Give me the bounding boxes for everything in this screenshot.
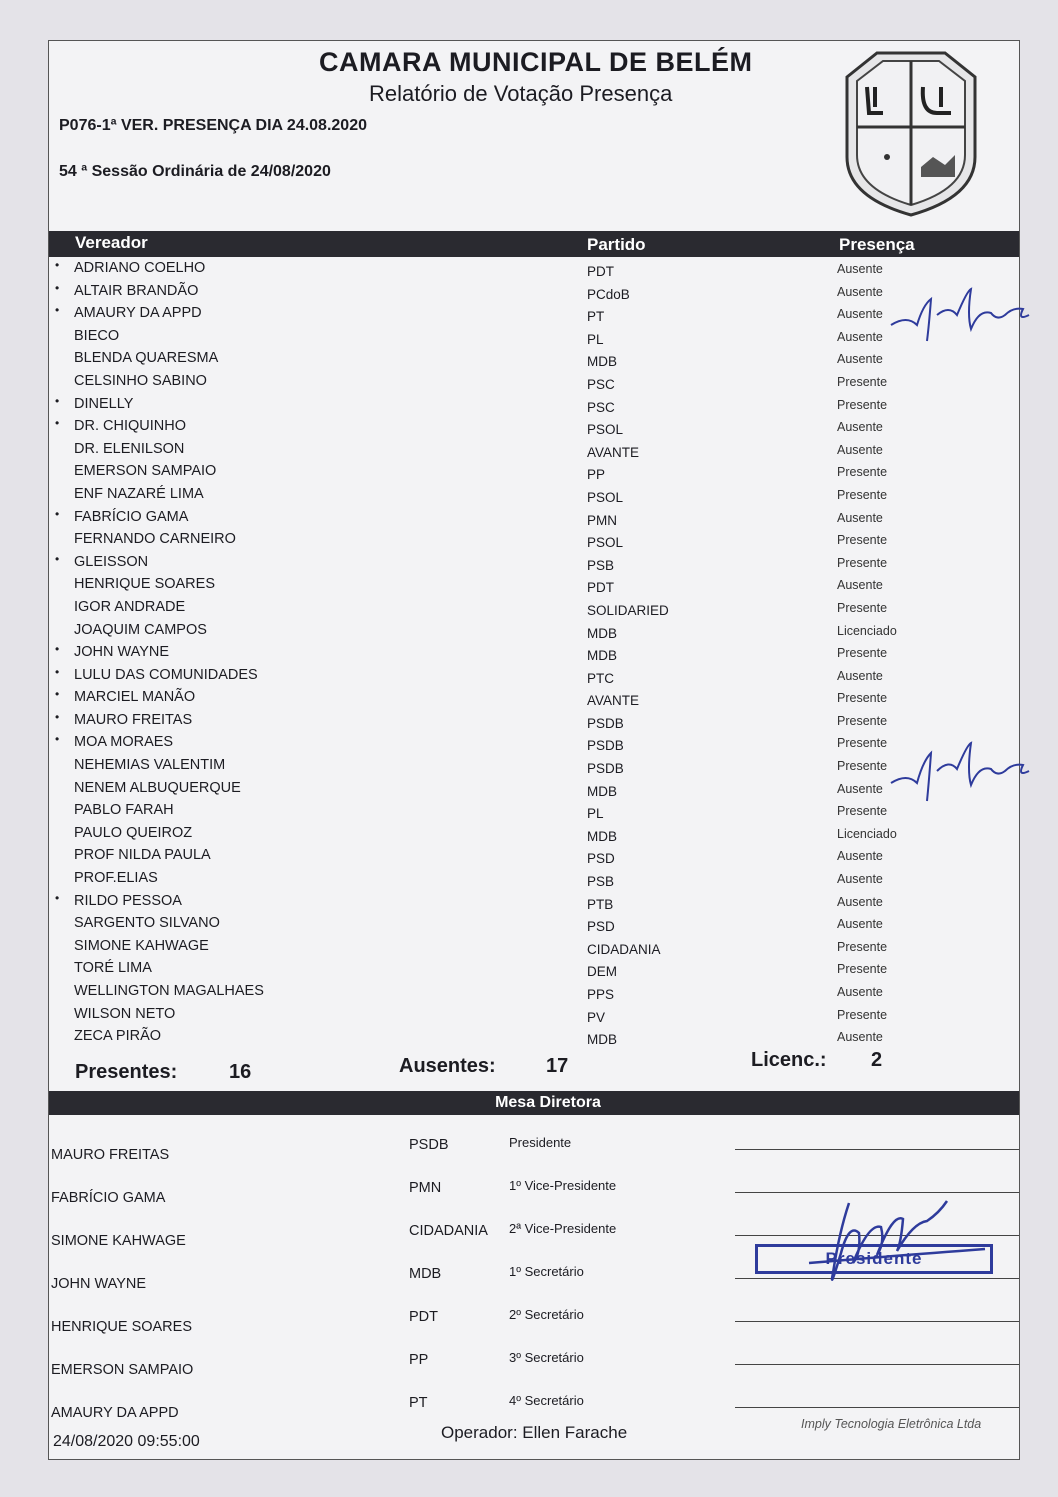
party-cell: MDB <box>587 1032 617 1048</box>
table-row <box>49 868 1019 891</box>
councilor-name: MARCIEL MANÃO <box>74 689 196 706</box>
board-member-party: PP <box>409 1352 429 1368</box>
councilor-name: MAURO FREITAS <box>74 711 193 728</box>
party-cell: DEM <box>587 964 617 980</box>
party-cell: PSC <box>587 376 615 392</box>
attendance-status: Presente <box>837 397 888 412</box>
session-label: 54 ª Sessão Ordinária de 24/08/2020 <box>59 163 331 180</box>
attendance-status: Presente <box>837 374 888 389</box>
councilor-name: PROF NILDA PAULA <box>74 847 211 864</box>
row-marker: • <box>55 642 60 657</box>
party-cell: PTC <box>587 670 614 686</box>
councilor-name: HENRIQUE SOARES <box>74 576 215 593</box>
column-header-party: Partido <box>587 235 646 254</box>
party-cell: PPS <box>587 987 615 1002</box>
signature-line <box>735 1321 1019 1322</box>
councilor-name: NENEM ALBUQUERQUE <box>74 779 241 796</box>
attendance-status: Ausente <box>837 442 883 457</box>
column-header-status: Presença <box>839 235 915 254</box>
board-member-name: MAURO FREITAS <box>51 1147 170 1163</box>
licensed-label: Licenc.: <box>751 1049 827 1071</box>
table-row <box>49 597 1019 620</box>
party-cell: PSD <box>587 919 615 935</box>
attendance-status: Presente <box>837 939 888 954</box>
attendance-status: Ausente <box>837 668 883 683</box>
attendance-status: Licenciado <box>837 623 897 638</box>
councilor-name: ADRIANO COELHO <box>74 260 206 276</box>
attendance-status: Ausente <box>837 262 883 276</box>
board-member-role: 3º Secretário <box>509 1350 584 1365</box>
attendance-status: Presente <box>837 555 888 570</box>
table-row <box>49 732 1019 755</box>
board-row <box>49 1379 1019 1422</box>
report-subtitle: Relatório de Votação Presença <box>369 81 673 106</box>
board-header <box>49 1091 1019 1115</box>
party-cell: PL <box>587 806 604 822</box>
table-row <box>49 710 1019 733</box>
totals-bar <box>49 1049 1019 1089</box>
company-label: Imply Tecnologia Eletrônica Ltda <box>801 1417 982 1431</box>
party-cell: PSOL <box>587 422 624 438</box>
table-row <box>49 665 1019 688</box>
table-row <box>49 755 1019 778</box>
table-row <box>49 529 1019 552</box>
board-member-role: 1º Vice-Presidente <box>509 1178 617 1193</box>
row-marker: • <box>55 393 60 408</box>
column-header-name: Vereador <box>75 233 148 252</box>
attendance-status: Ausente <box>837 420 883 435</box>
row-marker: • <box>55 732 60 747</box>
table-row <box>49 778 1019 801</box>
party-cell: MDB <box>587 648 617 664</box>
table-row <box>49 891 1019 914</box>
councilor-name: FERNANDO CARNEIRO <box>74 531 236 548</box>
table-row <box>49 845 1019 868</box>
party-cell: PT <box>587 309 605 325</box>
handwritten-note-icon <box>887 285 1037 345</box>
councilor-name: ZECA PIRÃO <box>74 1028 162 1045</box>
attendance-status: Ausente <box>837 1030 883 1045</box>
party-cell: PL <box>587 331 604 347</box>
board-row <box>49 1121 1019 1164</box>
attendance-status: Ausente <box>837 329 883 344</box>
board-member-name: FABRÍCIO GAMA <box>51 1190 166 1206</box>
table-row <box>49 371 1019 394</box>
party-cell: PDT <box>587 580 614 596</box>
councilor-name: GLEISSON <box>74 553 149 570</box>
attendance-status: Ausente <box>837 352 883 367</box>
party-cell: SOLIDARIED <box>587 602 669 618</box>
councilor-name: ALTAIR BRANDÃO <box>74 282 199 299</box>
row-marker: • <box>55 551 60 566</box>
row-marker: • <box>55 687 60 702</box>
attendance-status: Ausente <box>837 917 883 932</box>
attendance-table <box>49 258 1019 1049</box>
councilor-name: FABRÍCIO GAMA <box>74 508 189 525</box>
councilor-name: SARGENTO SILVANO <box>74 915 220 932</box>
party-cell: MDB <box>587 783 617 799</box>
row-marker: • <box>55 664 60 679</box>
councilor-name: MOA MORAES <box>74 734 174 751</box>
party-cell: PSOL <box>587 489 624 505</box>
table-row <box>49 642 1019 665</box>
table-row <box>49 461 1019 484</box>
board-member-party: PT <box>409 1395 428 1411</box>
table-row <box>49 1004 1019 1027</box>
board-member-party: MDB <box>409 1266 442 1282</box>
board-member-name: EMERSON SAMPAIO <box>51 1362 194 1378</box>
table-row <box>49 913 1019 936</box>
councilor-name: ENF NAZARÉ LIMA <box>74 485 204 502</box>
party-cell: PP <box>587 467 606 483</box>
party-cell: PDT <box>587 264 614 279</box>
board-member-party: PMN <box>409 1180 442 1196</box>
table-row <box>49 258 1019 281</box>
councilor-name: TORÉ LIMA <box>74 960 152 977</box>
coat-of-arms-icon <box>837 47 985 219</box>
report-sheet <box>48 40 1020 1460</box>
attendance-status: Presente <box>837 600 888 615</box>
party-cell: PSC <box>587 399 615 415</box>
party-cell: AVANTE <box>587 444 640 460</box>
councilor-name: PAULO QUEIROZ <box>74 824 193 841</box>
table-row <box>49 823 1019 846</box>
attendance-status: Ausente <box>837 510 883 525</box>
board-member-party: CIDADANIA <box>409 1223 488 1239</box>
table-row <box>49 439 1019 462</box>
present-label: Presentes: <box>75 1061 178 1083</box>
attendance-status: Presente <box>837 1007 888 1022</box>
handwritten-note-icon-2 <box>887 737 1037 807</box>
report-title: CAMARA MUNICIPAL DE BELÉM <box>319 47 753 77</box>
operator-label: Operador: Ellen Farache <box>441 1423 628 1442</box>
board-member-name: AMAURY DA APPD <box>51 1405 179 1421</box>
attendance-status: Ausente <box>837 985 883 999</box>
attendance-status: Ausente <box>837 872 883 887</box>
board-member-role: 2º Secretário <box>509 1307 584 1322</box>
table-row <box>49 620 1019 643</box>
table-row <box>49 936 1019 959</box>
board-member-role: 2ª Vice-Presidente <box>509 1221 617 1236</box>
board-member-name: HENRIQUE SOARES <box>51 1319 192 1335</box>
attendance-status: Presente <box>837 759 888 774</box>
row-marker: • <box>55 258 60 272</box>
councilor-name: JOAQUIM CAMPOS <box>74 621 207 638</box>
councilor-name: DR. CHIQUINHO <box>74 418 186 435</box>
attendance-status: Presente <box>837 691 888 706</box>
licensed-count: 2 <box>871 1049 883 1071</box>
councilor-name: DR. ELENILSON <box>74 440 185 457</box>
party-cell: PMN <box>587 512 617 528</box>
table-row <box>49 687 1019 710</box>
row-marker: • <box>55 506 60 521</box>
councilor-name: IGOR ANDRADE <box>74 598 186 615</box>
attendance-status: Ausente <box>837 894 883 909</box>
attendance-status: Ausente <box>837 849 883 864</box>
table-row <box>49 1026 1019 1049</box>
attendance-status: Licenciado <box>837 826 897 841</box>
attendance-status: Presente <box>837 736 888 751</box>
party-cell: PSB <box>587 874 615 890</box>
party-cell: PSDB <box>587 738 624 754</box>
attendance-status: Ausente <box>837 307 883 322</box>
board-member-role: 4º Secretário <box>509 1393 584 1408</box>
councilor-name: EMERSON SAMPAIO <box>74 463 217 480</box>
signature-line <box>735 1407 1019 1408</box>
report-datetime: 24/08/2020 09:55:00 <box>53 1433 200 1450</box>
board-member-role: 1º Secretário <box>509 1264 584 1279</box>
party-cell: PSOL <box>587 535 624 551</box>
table-row <box>49 484 1019 507</box>
board-title: Mesa Diretora <box>495 1094 601 1111</box>
councilor-name: PROF.ELIAS <box>74 870 158 887</box>
row-marker: • <box>55 890 60 905</box>
absent-count: 17 <box>546 1055 569 1077</box>
councilor-name: WILSON NETO <box>74 1005 176 1022</box>
table-row <box>49 981 1019 1004</box>
table-row <box>49 958 1019 981</box>
table-row <box>49 800 1019 823</box>
board-row <box>49 1336 1019 1379</box>
present-count: 16 <box>229 1061 252 1083</box>
signature-line <box>735 1149 1019 1150</box>
row-marker: • <box>55 303 60 318</box>
councilor-name: BIECO <box>74 327 120 344</box>
row-marker: • <box>55 280 60 295</box>
party-cell: PSDB <box>587 761 624 777</box>
councilor-name: DINELLY <box>74 395 134 412</box>
councilor-name: PABLO FARAH <box>74 802 174 819</box>
table-row <box>49 416 1019 439</box>
party-cell: AVANTE <box>587 693 640 709</box>
councilor-name: BLENDA QUARESMA <box>74 350 219 367</box>
attendance-status: Presente <box>837 646 888 661</box>
table-row <box>49 281 1019 304</box>
president-stamp: Presidente <box>755 1244 993 1274</box>
table-row <box>49 348 1019 371</box>
councilor-name: AMAURY DA APPD <box>74 305 202 322</box>
party-cell: MDB <box>587 354 617 370</box>
councilor-name: NEHEMIAS VALENTIM <box>74 757 226 774</box>
attendance-status: Presente <box>837 713 888 728</box>
table-row <box>49 552 1019 575</box>
councilor-name: SIMONE KAHWAGE <box>74 937 209 954</box>
board-member-party: PDT <box>409 1309 438 1325</box>
party-cell: PCdoB <box>587 286 630 302</box>
board-member-name: SIMONE KAHWAGE <box>51 1233 186 1249</box>
president-signature-icon <box>789 1193 989 1313</box>
attendance-status: Ausente <box>837 781 883 796</box>
table-row <box>49 394 1019 417</box>
attendance-status: Ausente <box>837 284 883 299</box>
table-row <box>49 326 1019 349</box>
table-row <box>49 574 1019 597</box>
table-header <box>49 231 1019 257</box>
party-cell: PSD <box>587 851 615 867</box>
party-cell: CIDADANIA <box>587 941 661 957</box>
councilor-name: RILDO PESSOA <box>74 892 182 909</box>
board-member-role: Presidente <box>509 1135 572 1150</box>
signature-line <box>735 1364 1019 1365</box>
councilor-name: CELSINHO SABINO <box>74 372 207 389</box>
table-row <box>49 507 1019 530</box>
board-member-party: PSDB <box>409 1137 449 1153</box>
report-code: P076-1ª VER. PRESENÇA DIA 24.08.2020 <box>59 117 367 134</box>
party-cell: MDB <box>587 828 617 844</box>
party-cell: PSDB <box>587 715 624 731</box>
attendance-status: Presente <box>837 465 888 480</box>
absent-label: Ausentes: <box>399 1055 496 1077</box>
party-cell: PV <box>587 1009 606 1025</box>
attendance-status: Presente <box>837 962 888 977</box>
attendance-status: Ausente <box>837 578 883 593</box>
attendance-status: Presente <box>837 487 888 502</box>
party-cell: MDB <box>587 625 617 641</box>
party-cell: PTB <box>587 896 614 912</box>
table-row <box>49 303 1019 326</box>
councilor-name: WELLINGTON MAGALHAES <box>74 983 264 999</box>
party-cell: PSB <box>587 557 615 573</box>
attendance-status: Presente <box>837 533 888 548</box>
councilor-name: JOHN WAYNE <box>74 644 170 661</box>
row-marker: • <box>55 416 60 431</box>
councilor-name: LULU DAS COMUNIDADES <box>74 666 258 683</box>
attendance-status: Presente <box>837 804 888 819</box>
row-marker: • <box>55 709 60 724</box>
board-member-name: JOHN WAYNE <box>51 1276 147 1292</box>
